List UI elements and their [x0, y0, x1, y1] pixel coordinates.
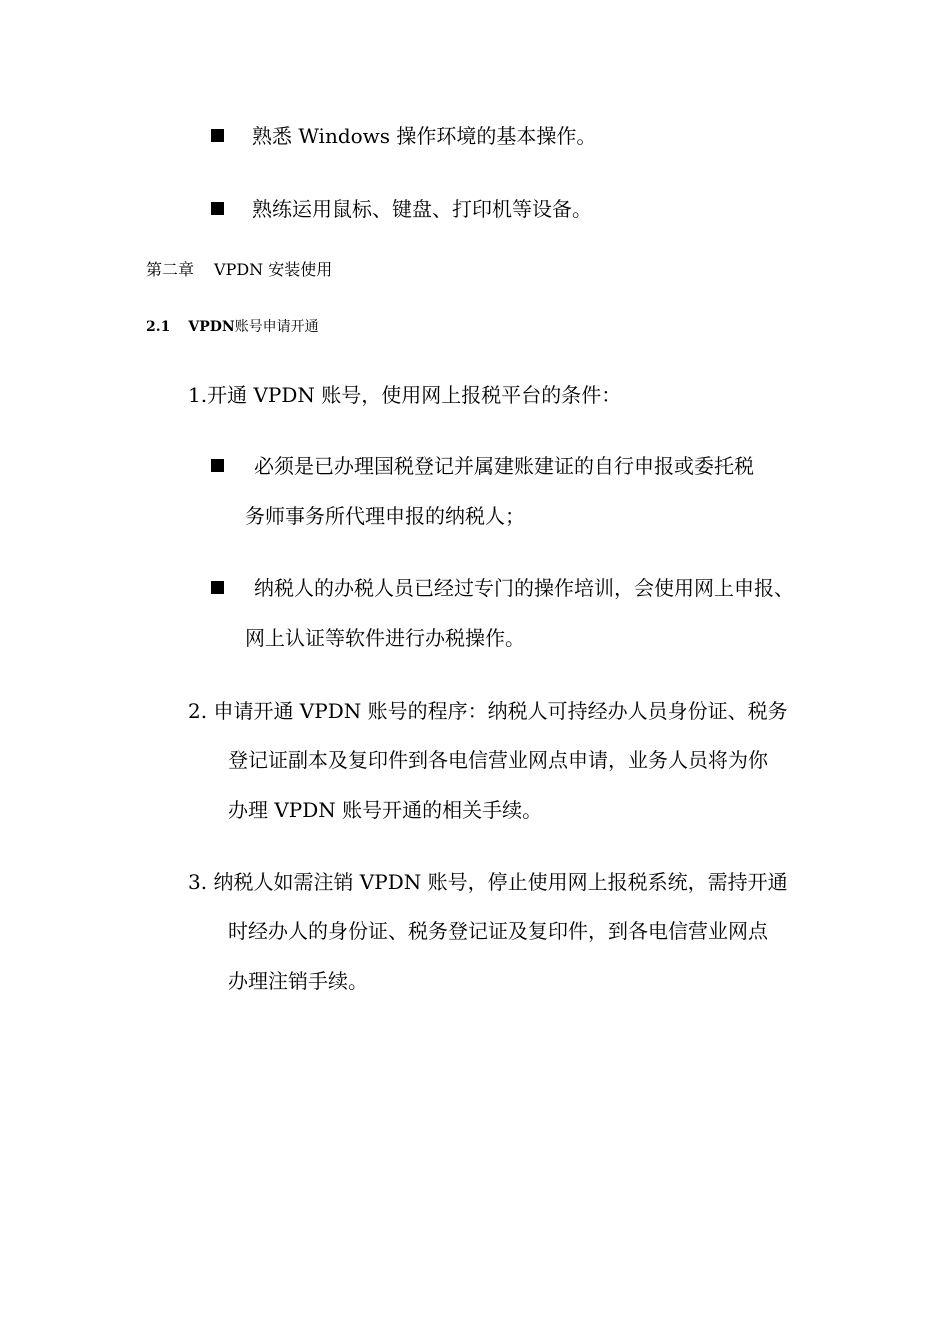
item-3-line: 3. 纳税人如需注销 VPDN 账号，停止使用网上报税系统，需持开通: [188, 870, 788, 894]
chapter-label: 第二章: [146, 260, 195, 279]
condition-2-line: 纳税人的办税人员已经过专门的操作培训，会使用网上申报、: [254, 576, 794, 600]
bullet-square-icon: [211, 129, 224, 142]
section-title-bold: VPDN: [188, 319, 235, 335]
condition-2-line: 网上认证等软件进行办税操作。: [245, 626, 525, 650]
chapter-title: VPDN 安装使用: [214, 260, 333, 279]
section-title-rest: 账号申请开通: [234, 319, 319, 335]
item-2-line: 办理 VPDN 账号开通的相关手续。: [228, 798, 543, 822]
condition-1-line: 务师事务所代理申报的纳税人；: [245, 504, 525, 528]
section-number: 2.1: [146, 319, 171, 335]
chapter-heading: [146, 259, 332, 281]
condition-1-line: 必须是已办理国税登记并属建账建证的自行申报或委托税: [254, 454, 754, 478]
section-heading: [146, 317, 319, 337]
top-bullet-text: 熟练运用鼠标、键盘、打印机等设备。: [252, 197, 592, 221]
top-bullet-text: 熟悉 Windows 操作环境的基本操作。: [252, 124, 597, 148]
item-1-line: 1.开通 VPDN 账号，使用网上报税平台的条件：: [188, 383, 622, 407]
item-3-line: 办理注销手续。: [228, 969, 368, 993]
item-2-line: 2. 申请开通 VPDN 账号的程序：纳税人可持经办人员身份证、税务: [188, 699, 788, 723]
bullet-square-icon: [211, 581, 224, 594]
bullet-square-icon: [211, 202, 224, 215]
item-2-line: 登记证副本及复印件到各电信营业网点申请，业务人员将为你: [228, 748, 768, 772]
bullet-square-icon: [211, 459, 224, 472]
item-3-line: 时经办人的身份证、税务登记证及复印件，到各电信营业网点: [228, 919, 768, 943]
